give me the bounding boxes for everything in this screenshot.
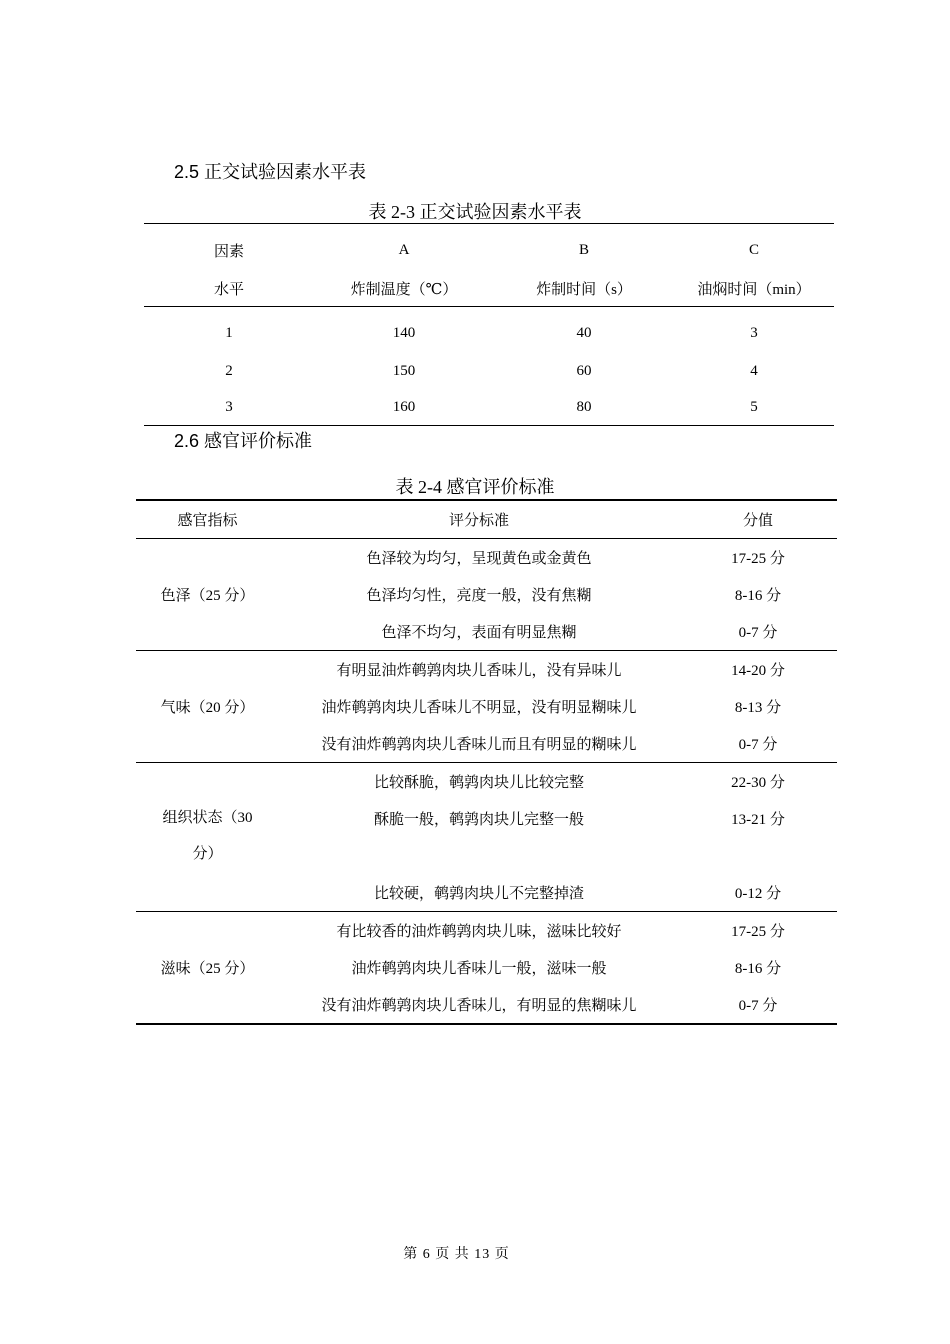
score-cell: 8-16 分 — [734, 588, 782, 604]
table-row — [136, 651, 837, 689]
criteria-cell: 有明显油炸鹌鹑肉块儿香味儿，没有异味儿 — [279, 651, 679, 689]
factor-cell — [136, 763, 279, 912]
criteria-cell: 油炸鹌鹑肉块儿香味儿不明显，没有明显糊味儿 — [321, 700, 637, 716]
factor-cell: 色泽（25 分） — [160, 588, 255, 604]
factor-label-line: 组织状态（30 — [162, 810, 253, 826]
page-number-footer: 第 6 页 共 13 页 — [403, 1247, 510, 1262]
table-cell: 150 — [392, 362, 416, 379]
header-cell: C — [674, 224, 834, 271]
empty-cell — [679, 837, 837, 874]
table-cell: 140 — [392, 324, 416, 341]
criteria-cell: 色泽不均匀，表面有明显焦糊 — [381, 625, 577, 641]
header-cell: 评分标准 — [279, 500, 679, 539]
table-header-row — [144, 270, 834, 307]
table-cell: 40 — [576, 324, 592, 341]
criteria-cell: 色泽均匀性，亮度一般，没有焦糊 — [366, 588, 592, 604]
table-row — [144, 307, 834, 354]
header-cell: 因素 — [144, 224, 314, 271]
factor-cell: 气味（20 分） — [136, 651, 279, 763]
table-row — [144, 353, 834, 389]
criteria-cell: 色泽较为均匀，呈现黄色或金黄色 — [366, 551, 592, 567]
table-cell: 3 — [750, 324, 758, 341]
table-caption-2-4: 表 2-4 感官评价标准 — [395, 477, 555, 497]
header-cell: 炸制温度（℃） — [314, 270, 494, 307]
table-cell: 4 — [750, 362, 758, 379]
table-row — [144, 389, 834, 426]
score-cell: 22-30 分 — [679, 763, 837, 801]
criteria-cell: 油炸鹌鹑肉块儿香味儿一般，滋味一般 — [351, 961, 607, 977]
criteria-cell: 没有油炸鹌鹑肉块儿香味儿，有明显的焦糊味儿 — [279, 986, 679, 1024]
score-cell: 14-20 分 — [679, 651, 837, 689]
header-cell: 水平 — [144, 270, 314, 307]
header-cell: 分值 — [679, 500, 837, 539]
score-cell: 17-25 分 — [679, 912, 837, 950]
score-cell: 0-7 分 — [679, 986, 837, 1024]
header-cell: 油焖时间（min） — [674, 270, 834, 307]
header-cell: B — [494, 224, 674, 271]
empty-cell — [279, 837, 679, 874]
table-cell: 60 — [576, 362, 592, 379]
criteria-cell: 有比较香的油炸鹌鹑肉块儿味，滋味比较好 — [279, 912, 679, 950]
table-cell: 3 — [144, 389, 314, 426]
score-cell: 8-16 分 — [734, 961, 782, 977]
table-header-row — [136, 500, 837, 539]
header-cell: 感官指标 — [136, 500, 279, 539]
table-row — [136, 539, 837, 577]
section-heading-2-6: 2.6 感官评价标准 — [174, 431, 313, 451]
table-row — [136, 763, 837, 801]
table-cell: 160 — [314, 389, 494, 426]
factor-level-table — [144, 223, 834, 426]
table-header-row — [144, 224, 834, 271]
score-cell: 17-25 分 — [731, 551, 785, 567]
criteria-cell: 酥脆一般，鹌鹑肉块儿完整一般 — [373, 812, 584, 828]
table-cell: 5 — [674, 389, 834, 426]
criteria-cell: 比较硬，鹌鹑肉块儿不完整掉渣 — [373, 886, 584, 902]
score-cell: 0-7 分 — [738, 625, 778, 641]
table-cell: 1 — [225, 324, 233, 341]
sensory-evaluation-table — [136, 499, 837, 1025]
header-cell: 炸制时间（s） — [494, 270, 674, 307]
factor-cell: 滋味（25 分） — [136, 912, 279, 1025]
score-cell: 0-12 分 — [734, 886, 782, 902]
section-heading-2-5: 2.5 正交试验因素水平表 — [174, 162, 367, 182]
table-cell: 2 — [225, 362, 233, 379]
score-cell: 8-13 分 — [734, 700, 782, 716]
factor-label-line: 分） — [192, 846, 223, 862]
table-cell: 80 — [494, 389, 674, 426]
criteria-cell: 没有油炸鹌鹑肉块儿香味儿而且有明显的糊味儿 — [321, 737, 637, 753]
score-cell: 13-21 分 — [731, 812, 785, 828]
header-cell: A — [314, 224, 494, 271]
table-row — [136, 912, 837, 950]
criteria-cell: 比较酥脆，鹌鹑肉块儿比较完整 — [279, 763, 679, 801]
table-caption-2-3: 表 2-3 正交试验因素水平表 — [368, 202, 582, 222]
score-cell: 0-7 分 — [738, 737, 778, 753]
